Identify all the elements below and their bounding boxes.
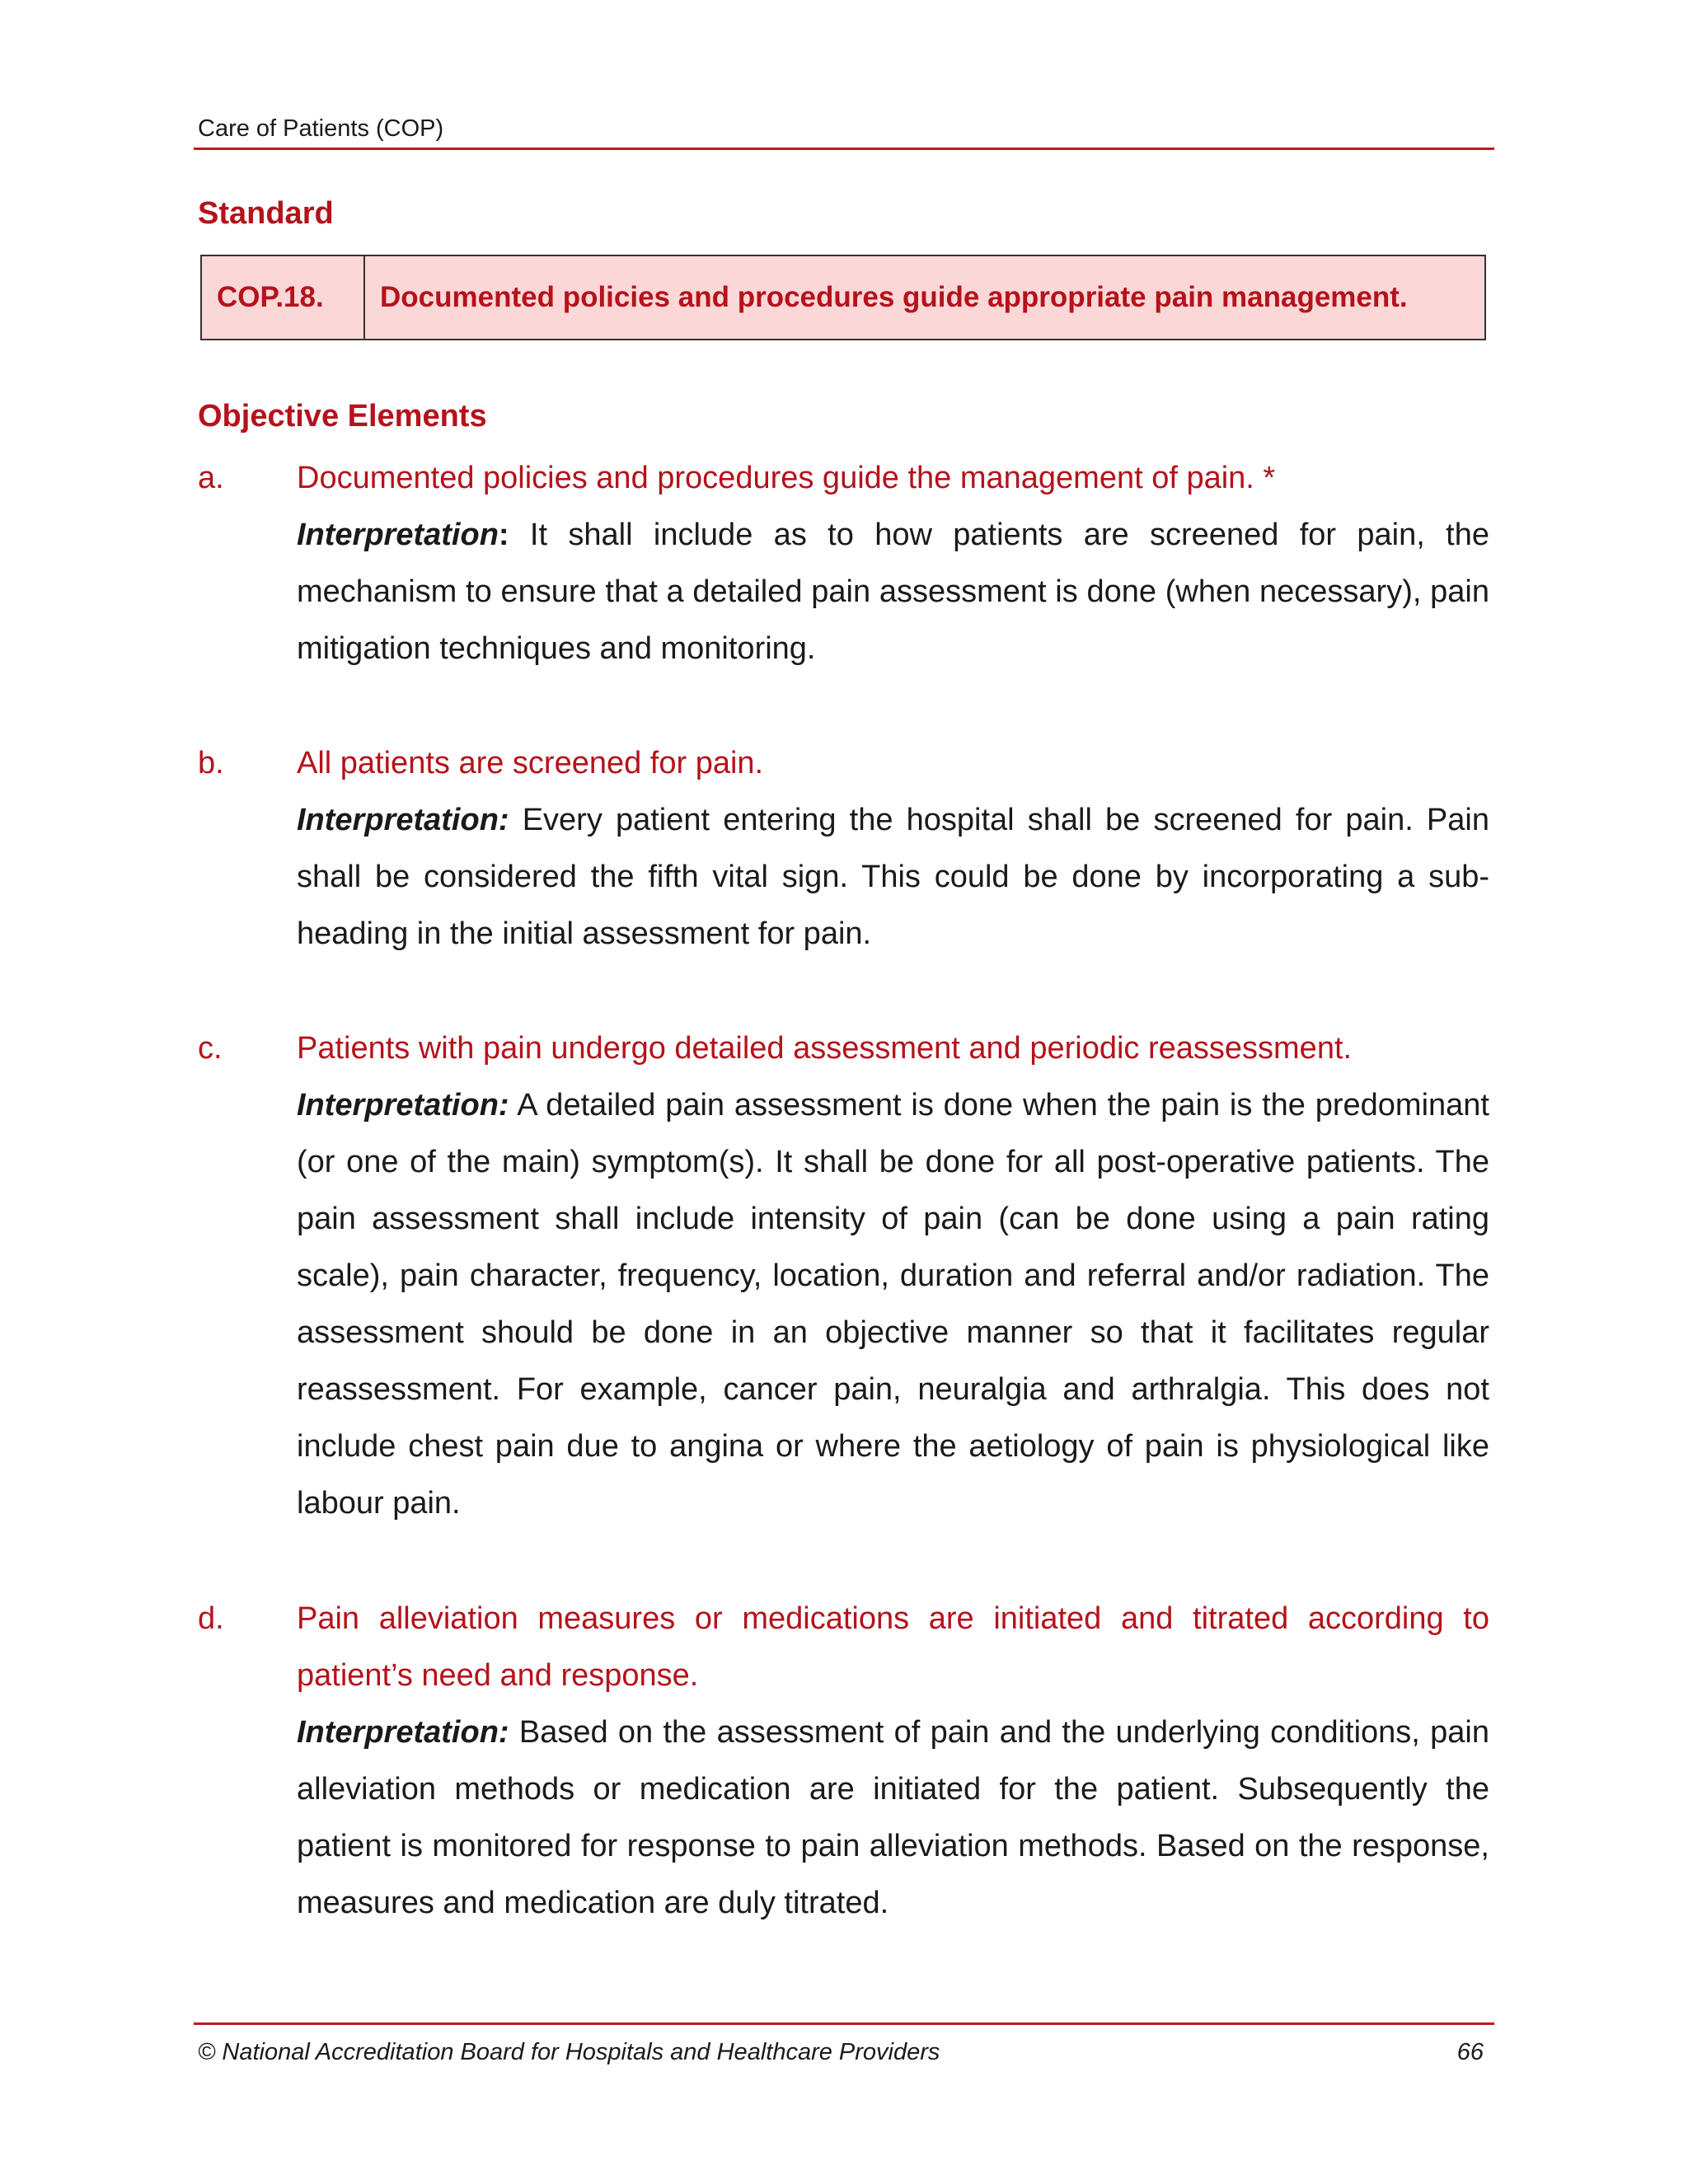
interpretation-label: Interpretation:	[297, 1088, 509, 1122]
objective-element-c	[198, 1020, 1489, 1532]
page-number: 66	[1456, 2039, 1484, 2065]
element-body	[297, 1020, 1489, 1532]
footer-divider	[194, 2022, 1494, 2025]
element-letter: b.	[198, 746, 224, 780]
standard-heading: Standard	[198, 196, 334, 231]
objective-element-d	[198, 1591, 1489, 1932]
element-letter: a.	[198, 461, 224, 495]
footer-copyright: © National Accreditation Board for Hospitals and Healthcare Providers	[198, 2039, 940, 2065]
interpretation-colon: :	[498, 518, 509, 552]
interpretation-label: Interpretation:	[297, 803, 509, 837]
element-title: Patients with pain undergo detailed assessment and periodic reassessment.	[297, 1031, 1353, 1066]
interpretation-text: It shall include as to how patients are screened for pain, the mechanism to ensure that a detailed pain assessment is done (when necessary), pain mitigation techniques and monitoring.	[297, 518, 1489, 666]
element-body	[297, 1591, 1489, 1932]
interpretation-text: Every patient entering the hospital shall be screened for pain. Pain shall be considered the fifth vital sign. This could be done by incorporating a sub-heading in the initial assessment for pain.	[297, 803, 1489, 951]
interpretation-text: A detailed pain assessment is done when the pain is the predominant (or one of the main) symptom(s). It shall be done for all post-operative patients. The pain assessment shall include intensity of pain (can be done using a pain rating scale), pain character, frequency, location, duration and referral and/or radiation. The assessment should be done in an objective manner so that it facilitates regular reassessment. For example, cancer pain, neuralgia and arthralgia. This does not include chest pain due to angina or where the aetiology of pain is physiological like labour pain.	[297, 1088, 1489, 1521]
interpretation-text: Based on the assessment of pain and the underlying conditions, pain alleviation methods or medication are initiated for the patient. Subsequently the patient is monitored for response to pain alleviation methods. Based on the response, measures and medication are duly titrated.	[297, 1715, 1489, 1920]
element-title: Documented policies and procedures guide the management of pain. *	[297, 461, 1276, 495]
interpretation-label: Interpretation	[297, 518, 499, 552]
element-letter: d.	[198, 1601, 224, 1636]
objective-element-a	[198, 450, 1489, 677]
element-interpretation	[297, 1077, 1489, 1532]
element-interpretation	[297, 1704, 1489, 1932]
standard-text: Documented policies and procedures guide appropriate pain management.	[380, 281, 1408, 313]
element-interpretation	[297, 507, 1489, 677]
header-divider	[194, 148, 1494, 150]
objective-elements-heading: Objective Elements	[198, 399, 487, 434]
element-title: Pain alleviation measures or medications are initiated and titrated according to patient’s need and response.	[297, 1601, 1489, 1693]
running-header: Care of Patients (COP)	[198, 115, 444, 142]
objective-element-b	[198, 735, 1489, 963]
element-body	[297, 450, 1489, 677]
element-body	[297, 735, 1489, 963]
interpretation-label: Interpretation:	[297, 1715, 509, 1750]
element-letter: c.	[198, 1031, 223, 1066]
element-interpretation	[297, 792, 1489, 963]
element-title: All patients are screened for pain.	[297, 746, 764, 780]
standard-code: COP.18.	[202, 256, 365, 339]
standard-box	[200, 255, 1486, 340]
